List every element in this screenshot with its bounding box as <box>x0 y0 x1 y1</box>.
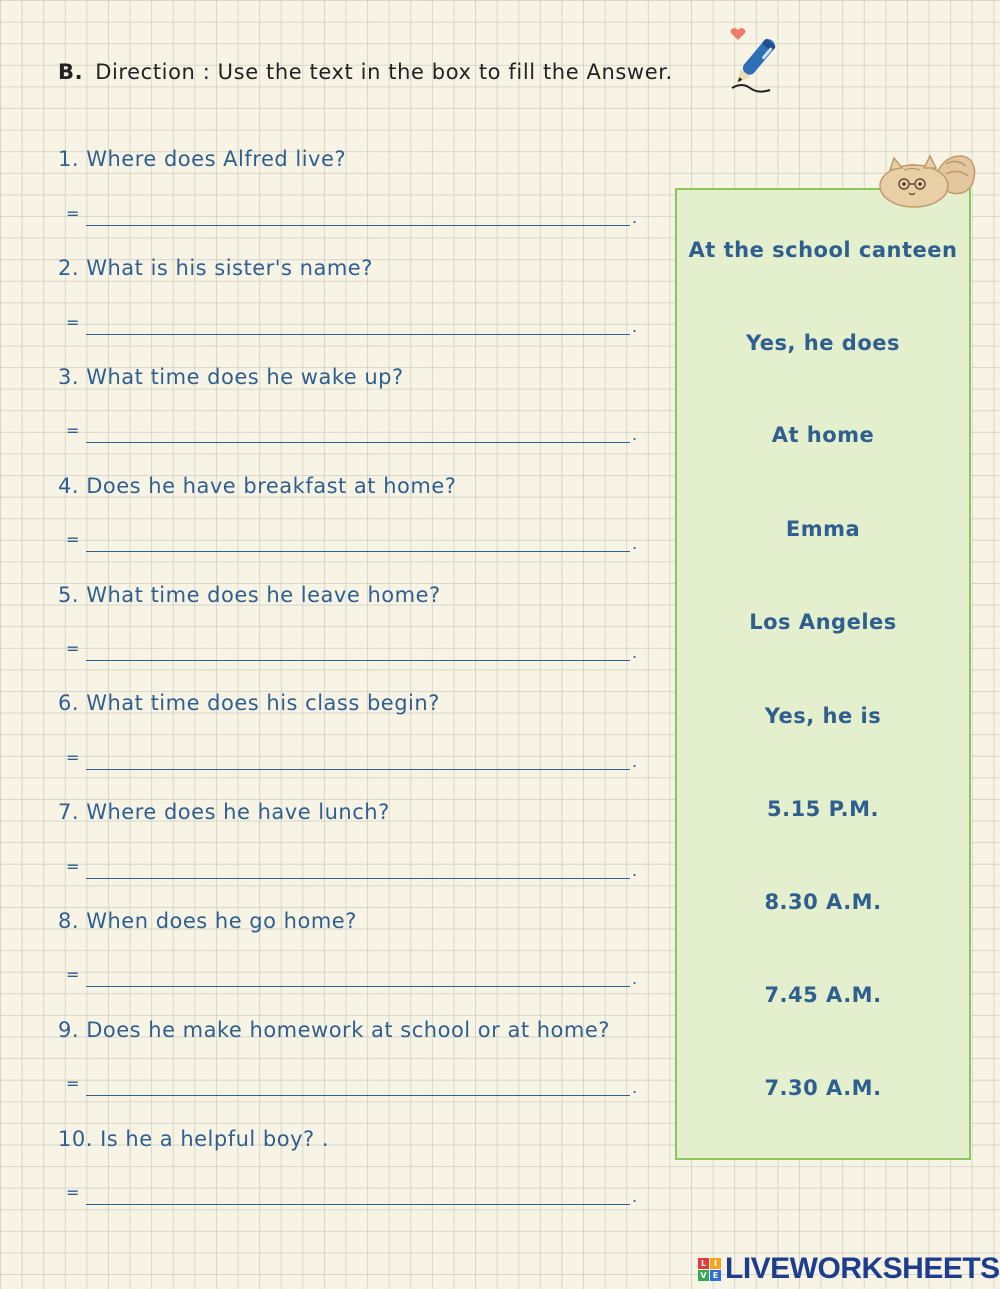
equals-sign: = <box>66 1074 80 1093</box>
question-8: 8. When does he go home? <box>58 909 357 933</box>
period: . <box>632 317 638 336</box>
question-5: 5. What time does he leave home? <box>58 583 441 607</box>
answer-input-5[interactable] <box>86 639 630 661</box>
answer-input-1[interactable] <box>86 204 630 226</box>
period: . <box>632 969 638 988</box>
logo-mark-letter: V <box>698 1270 709 1281</box>
logo-mark-letter: I <box>710 1258 721 1269</box>
logo-mark-letter: L <box>698 1258 709 1269</box>
equals-sign: = <box>66 421 80 440</box>
question-1: 1. Where does Alfred live? <box>58 147 347 171</box>
word-bank-item: Yes, he does <box>745 331 900 355</box>
answer-input-3[interactable] <box>86 421 630 443</box>
answer-input-10[interactable] <box>86 1183 630 1205</box>
liveworksheets-logo <box>698 1252 1000 1286</box>
squirrel-icon <box>876 144 980 210</box>
word-bank-box <box>675 188 971 1160</box>
answer-row-1 <box>66 204 646 226</box>
word-bank-item: 8.30 A.M. <box>764 890 882 914</box>
answer-input-7[interactable] <box>86 857 630 879</box>
period: . <box>632 861 638 880</box>
period: . <box>632 534 638 553</box>
answer-row-3 <box>66 421 646 443</box>
period: . <box>632 643 638 662</box>
answer-row-4 <box>66 530 646 552</box>
question-4: 4. Does he have breakfast at home? <box>58 474 457 498</box>
equals-sign: = <box>66 530 80 549</box>
answer-input-6[interactable] <box>86 748 630 770</box>
logo-mark-icon <box>698 1258 721 1281</box>
question-9: 9. Does he make homework at school or at home? <box>58 1018 610 1042</box>
equals-sign: = <box>66 857 80 876</box>
answer-input-9[interactable] <box>86 1074 630 1096</box>
question-2: 2. What is his sister's name? <box>58 256 373 280</box>
word-bank-item: 5.15 P.M. <box>766 797 879 821</box>
answer-row-6 <box>66 748 646 770</box>
period: . <box>632 1187 638 1206</box>
answer-input-2[interactable] <box>86 313 630 335</box>
pen-icon <box>724 22 784 98</box>
equals-sign: = <box>66 639 80 658</box>
equals-sign: = <box>66 313 80 332</box>
word-bank-item: Emma <box>785 517 861 541</box>
equals-sign: = <box>66 1183 80 1202</box>
question-3: 3. What time does he wake up? <box>58 365 404 389</box>
word-bank-item: 7.45 A.M. <box>764 983 882 1007</box>
answer-row-7 <box>66 857 646 879</box>
section-label: B. <box>58 60 84 84</box>
answer-row-5 <box>66 639 646 661</box>
logo-text: LIVEWORKSHEETS <box>725 1252 1000 1285</box>
word-bank-item: 7.30 A.M. <box>764 1076 882 1100</box>
question-6: 6. What time does his class begin? <box>58 691 440 715</box>
word-bank-item: At home <box>771 423 875 447</box>
period: . <box>632 752 638 771</box>
equals-sign: = <box>66 965 80 984</box>
direction-text: Direction : Use the text in the box to fill the Answer. <box>95 60 673 84</box>
question-10: 10. Is he a helpful boy? . <box>58 1127 330 1151</box>
answer-input-4[interactable] <box>86 530 630 552</box>
period: . <box>632 208 638 227</box>
answer-row-8 <box>66 965 646 987</box>
logo-mark-letter: E <box>710 1270 721 1281</box>
question-7: 7. Where does he have lunch? <box>58 800 390 824</box>
answer-row-9 <box>66 1074 646 1096</box>
word-bank-item: Yes, he is <box>764 704 882 728</box>
answer-row-10 <box>66 1183 646 1205</box>
period: . <box>632 425 638 444</box>
answer-input-8[interactable] <box>86 965 630 987</box>
word-bank-item: At the school canteen <box>688 238 958 262</box>
equals-sign: = <box>66 748 80 767</box>
direction-instruction <box>58 60 673 84</box>
word-bank-item: Los Angeles <box>749 610 897 634</box>
period: . <box>632 1078 638 1097</box>
answer-row-2 <box>66 313 646 335</box>
equals-sign: = <box>66 204 80 223</box>
